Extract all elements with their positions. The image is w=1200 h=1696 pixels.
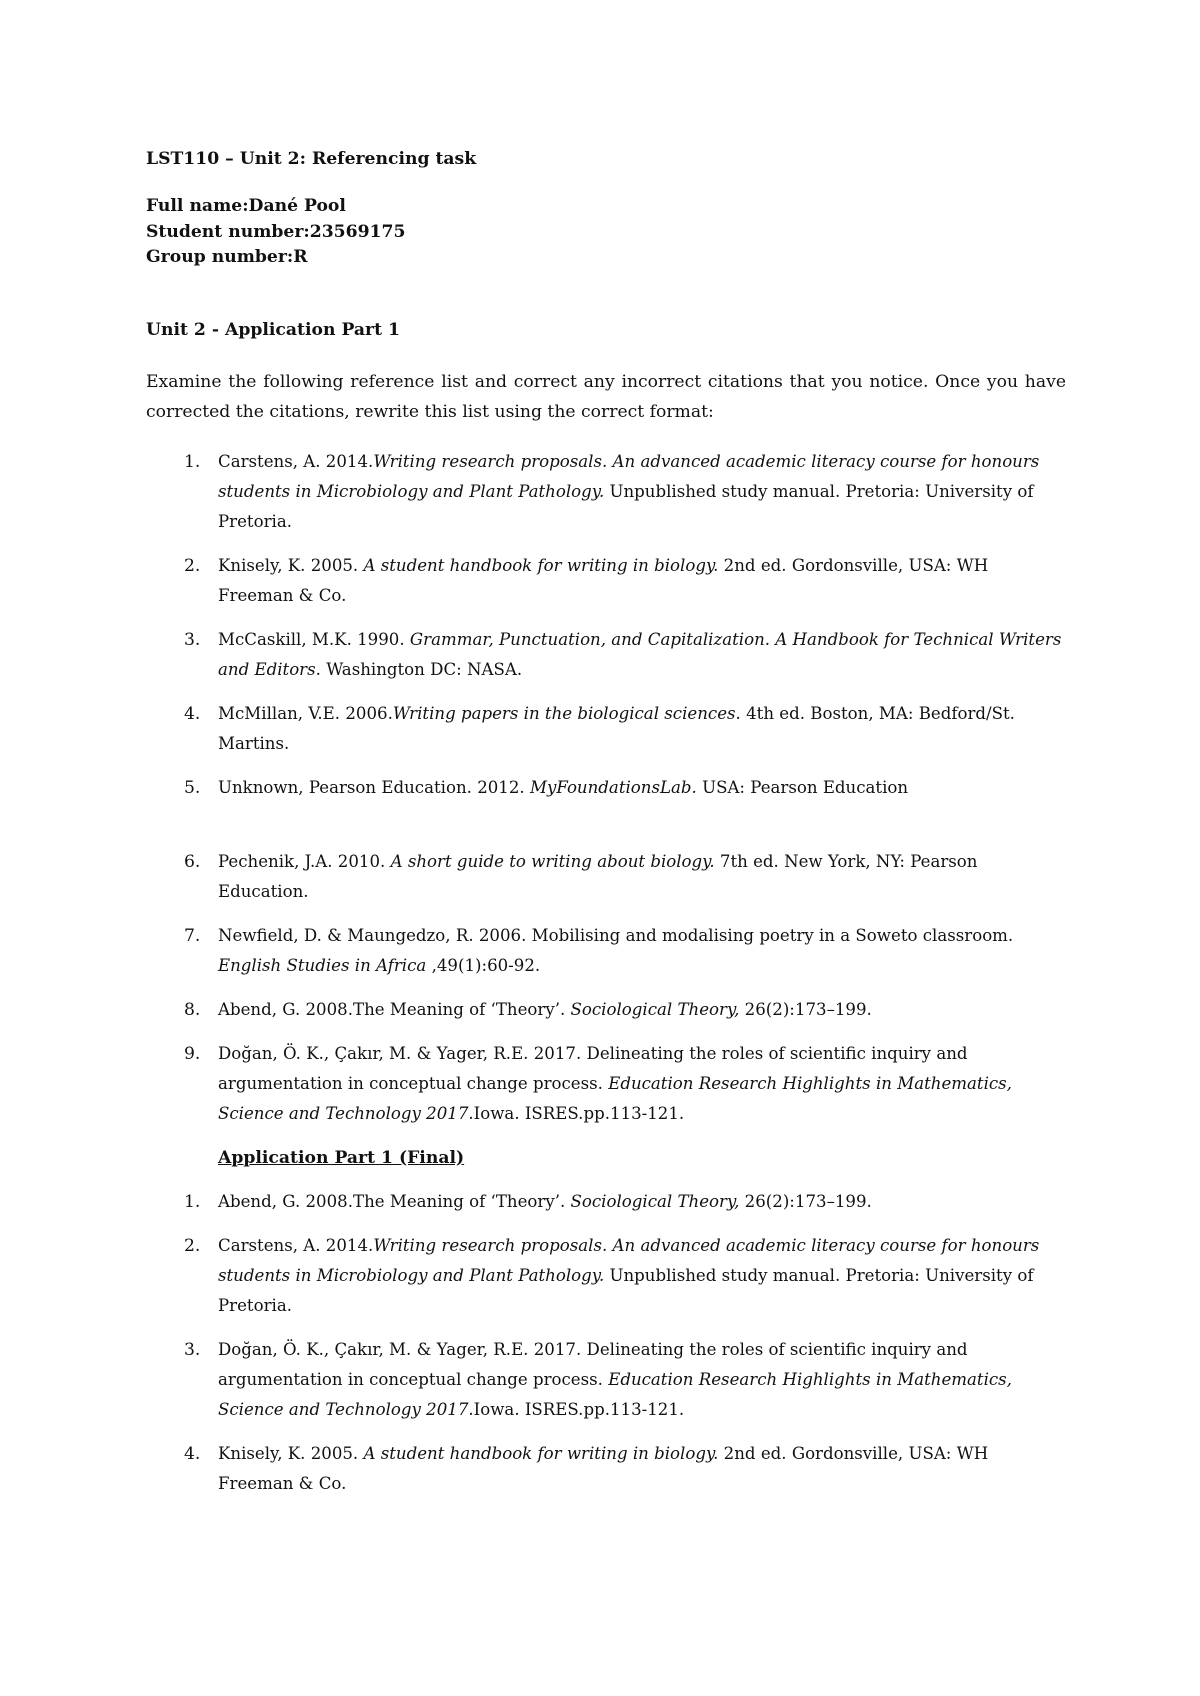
reference-number: 4.: [184, 703, 201, 724]
reference-text: Carstens, A. 2014.: [218, 451, 374, 471]
final-reference-list: [146, 1187, 1066, 1499]
final-reference-item: [146, 1439, 1066, 1499]
document-title: LST110 – Unit 2: Referencing task: [146, 149, 477, 169]
reference-number: 4.: [184, 1443, 201, 1464]
reference-item: [146, 699, 1066, 759]
reference-details: 2nd ed. Gordonsville, USA: WH Freeman & Co.: [218, 555, 989, 605]
reference-text: Doğan, Ö. K., Çakır, M. & Yager, R.E. 2017. Delineating the roles of scientific inquiry and argumentation in conceptual change process.: [218, 1043, 968, 1093]
reference-title: A student handbook for writing in biology.: [363, 555, 719, 575]
reference-number: 6.: [184, 851, 201, 872]
reference-text: Abend, G. 2008.The Meaning of ‘Theory’.: [218, 1191, 571, 1211]
reference-number: 1.: [184, 1191, 201, 1212]
reference-text: Newfield, D. & Maungedzo, R. 2006. Mobilising and modalising poetry in a Soweto classroom.: [218, 925, 1014, 945]
full-name-line: [146, 194, 1066, 220]
reference-title: A student handbook for writing in biology.: [363, 1443, 719, 1463]
original-reference-list: [146, 447, 1066, 1129]
reference-text: Abend, G. 2008.The Meaning of ‘Theory’.: [218, 999, 571, 1019]
group-number-line: [146, 245, 1066, 271]
reference-title: Education Research Highlights in Mathematics, Science and Technology 2017.: [218, 1073, 1012, 1123]
reference-details: . Washington DC: NASA.: [315, 659, 523, 679]
reference-number: 5.: [184, 777, 201, 798]
reference-text: Unknown, Pearson Education. 2012.: [218, 777, 530, 797]
reference-details: Iowa. ISRES.pp.113-121.: [473, 1103, 685, 1123]
reference-details: ,49(1):60-92.: [426, 955, 541, 975]
final-section-title: Application Part 1 (Final): [218, 1147, 465, 1168]
reference-details: 26(2):173–199.: [739, 1191, 872, 1211]
reference-title: Writing research proposals. An advanced academic literacy course for honours students in Microbiology and Plant Pathology.: [218, 1235, 1040, 1285]
reference-title: MyFoundationsLab.: [529, 777, 697, 797]
student-number-value: 23569175: [309, 221, 406, 242]
reference-text: Carstens, A. 2014.: [218, 1235, 374, 1255]
reference-number: 9.: [184, 1043, 201, 1064]
reference-text: McCaskill, M.K. 1990.: [218, 629, 410, 649]
reference-title: Writing research proposals. An advanced academic literacy course for honours students in Microbiology and Plant Pathology.: [218, 451, 1040, 501]
reference-details: Iowa. ISRES.pp.113-121.: [473, 1399, 685, 1419]
reference-text: Knisely, K. 2005.: [218, 1443, 364, 1463]
reference-details: Unpublished study manual. Pretoria: University of Pretoria.: [218, 1265, 1034, 1315]
reference-number: 1.: [184, 451, 201, 472]
student-number-label: Student number:: [146, 221, 310, 242]
reference-number: 8.: [184, 999, 201, 1020]
reference-title: Sociological Theory,: [570, 1191, 740, 1211]
reference-number: 7.: [184, 925, 201, 946]
reference-text: Knisely, K. 2005.: [218, 555, 364, 575]
reference-title: Sociological Theory,: [570, 999, 740, 1019]
reference-title: A short guide to writing about biology.: [390, 851, 715, 871]
full-name-label: Full name:: [146, 196, 249, 216]
reference-number: 2.: [184, 1235, 201, 1256]
student-info: [146, 194, 1066, 271]
reference-item: [146, 625, 1066, 685]
reference-text: McMillan, V.E. 2006.: [218, 703, 393, 723]
reference-details: Unpublished study manual. Pretoria: University of Pretoria.: [218, 481, 1034, 531]
document-body: [146, 146, 1066, 1499]
reference-details: . 4th ed. Boston, MA: Bedford/St. Martins.: [218, 703, 1015, 753]
reference-item: [146, 447, 1066, 537]
reference-item: [146, 847, 1066, 907]
reference-details: 7th ed. New York, NY: Pearson Education.: [218, 851, 978, 901]
reference-number: 3.: [184, 1339, 201, 1360]
final-reference-item: [146, 1187, 1066, 1217]
instructions-paragraph: Examine the following reference list and correct any incorrect citations that you notice. Once you have corrected the citations, rewrite this list using the correct format:: [146, 371, 1066, 422]
reference-item: [146, 773, 1066, 803]
reference-details: 2nd ed. Gordonsville, USA: WH Freeman & Co.: [218, 1443, 989, 1493]
section-title: Unit 2 - Application Part 1: [146, 319, 400, 340]
group-number-label: Group number:: [146, 247, 294, 267]
reference-number: 2.: [184, 555, 201, 576]
reference-title: Education Research Highlights in Mathematics, Science and Technology 2017.: [218, 1369, 1012, 1419]
reference-title: Grammar, Punctuation, and Capitalization. A Handbook for Technical Writers and Editors: [218, 629, 1062, 679]
group-number-value: R: [293, 247, 308, 267]
reference-item: [146, 551, 1066, 611]
reference-text: Pechenik, J.A. 2010.: [218, 851, 391, 871]
student-number-line: [146, 220, 1066, 246]
reference-title: Writing papers in the biological sciences: [392, 703, 736, 723]
final-reference-item: [146, 1231, 1066, 1321]
reference-item: [146, 995, 1066, 1025]
reference-title: English Studies in Africa: [218, 955, 427, 975]
full-name-value: Dané Pool: [248, 196, 346, 216]
reference-details: USA: Pearson Education: [696, 777, 909, 797]
reference-item: [146, 921, 1066, 981]
reference-number: 3.: [184, 629, 201, 650]
reference-details: 26(2):173–199.: [739, 999, 872, 1019]
reference-item: [146, 1039, 1066, 1129]
reference-text: Doğan, Ö. K., Çakır, M. & Yager, R.E. 2017. Delineating the roles of scientific inquiry and argumentation in conceptual change process.: [218, 1339, 968, 1389]
final-reference-item: [146, 1335, 1066, 1425]
